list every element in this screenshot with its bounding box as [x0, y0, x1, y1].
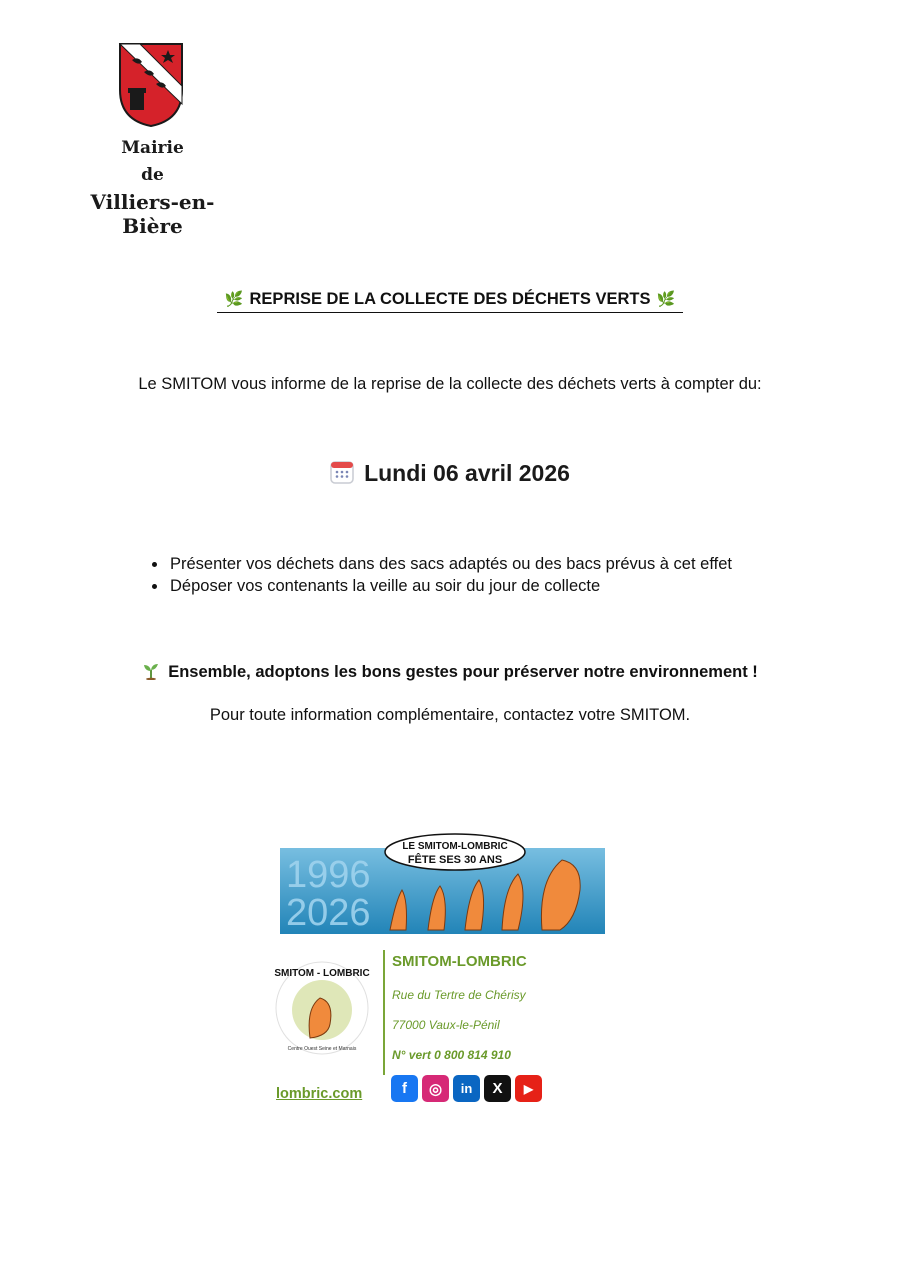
smitom-logo-text: SMITOM - LOMBRIC	[274, 968, 370, 979]
page-title	[0, 290, 900, 313]
smitom-name: SMITOM-LOMBRIC	[392, 953, 527, 970]
list-item: • Déposer vos contenants la veille au soir du jour de collecte	[168, 575, 732, 597]
banner-year-start: 1996	[286, 854, 371, 896]
mairie-line3: Villiers-en-Bière	[90, 190, 215, 238]
youtube-icon[interactable]: ▶	[515, 1075, 542, 1102]
linkedin-icon[interactable]: in	[453, 1075, 480, 1102]
calendar-icon	[330, 460, 354, 490]
instagram-icon[interactable]: ◎	[422, 1075, 449, 1102]
x-icon[interactable]: X	[484, 1075, 511, 1102]
collection-date	[0, 460, 900, 490]
leaf-icon: 🌿	[656, 291, 676, 308]
banner-bubble-line2: FÊTE SES 30 ANS	[407, 854, 503, 866]
social-links	[391, 1075, 542, 1103]
coat-of-arms-icon	[118, 42, 184, 128]
anniversary-banner	[280, 832, 620, 937]
mairie-line2: de	[141, 165, 164, 185]
instructions-list	[140, 553, 732, 597]
smitom-logo-subtext: Centre Ouest Seine et Marnais	[287, 1046, 357, 1052]
website-link[interactable]: lombric.com	[276, 1086, 363, 1102]
title-text: REPRISE DE LA COLLECTE DES DÉCHETS VERTS	[249, 290, 651, 308]
ensemble-text: Ensemble, adoptons les bons gestes pour préserver notre environnement !	[168, 663, 758, 681]
mairie-logo	[70, 40, 235, 238]
banner-year-end: 2026	[286, 892, 371, 934]
leaf-icon: 🌿	[224, 291, 244, 308]
ensemble-message	[0, 662, 900, 685]
seedling-icon	[142, 662, 160, 685]
smitom-logo	[272, 958, 372, 1058]
smitom-street: Rue du Tertre de Chérisy	[392, 988, 526, 1002]
contact-text: Pour toute information complémentaire, contactez votre SMITOM.	[209, 706, 691, 724]
facebook-icon[interactable]: f	[391, 1075, 418, 1102]
list-item: • Présenter vos déchets dans des sacs adaptés ou des bacs prévus à cet effet	[168, 553, 732, 575]
banner-bubble-line1: LE SMITOM-LOMBRIC	[402, 841, 508, 852]
intro-text: Le SMITOM vous informe de la reprise de la collecte des déchets verts à compter du:	[138, 375, 762, 393]
mairie-line1: Mairie	[121, 138, 184, 158]
smitom-phone: N° vert 0 800 814 910	[392, 1048, 511, 1062]
footer-divider	[383, 950, 385, 1075]
smitom-city: 77000 Vaux-le-Pénil	[392, 1018, 500, 1032]
date-text: Lundi 06 avril 2026	[364, 460, 570, 486]
